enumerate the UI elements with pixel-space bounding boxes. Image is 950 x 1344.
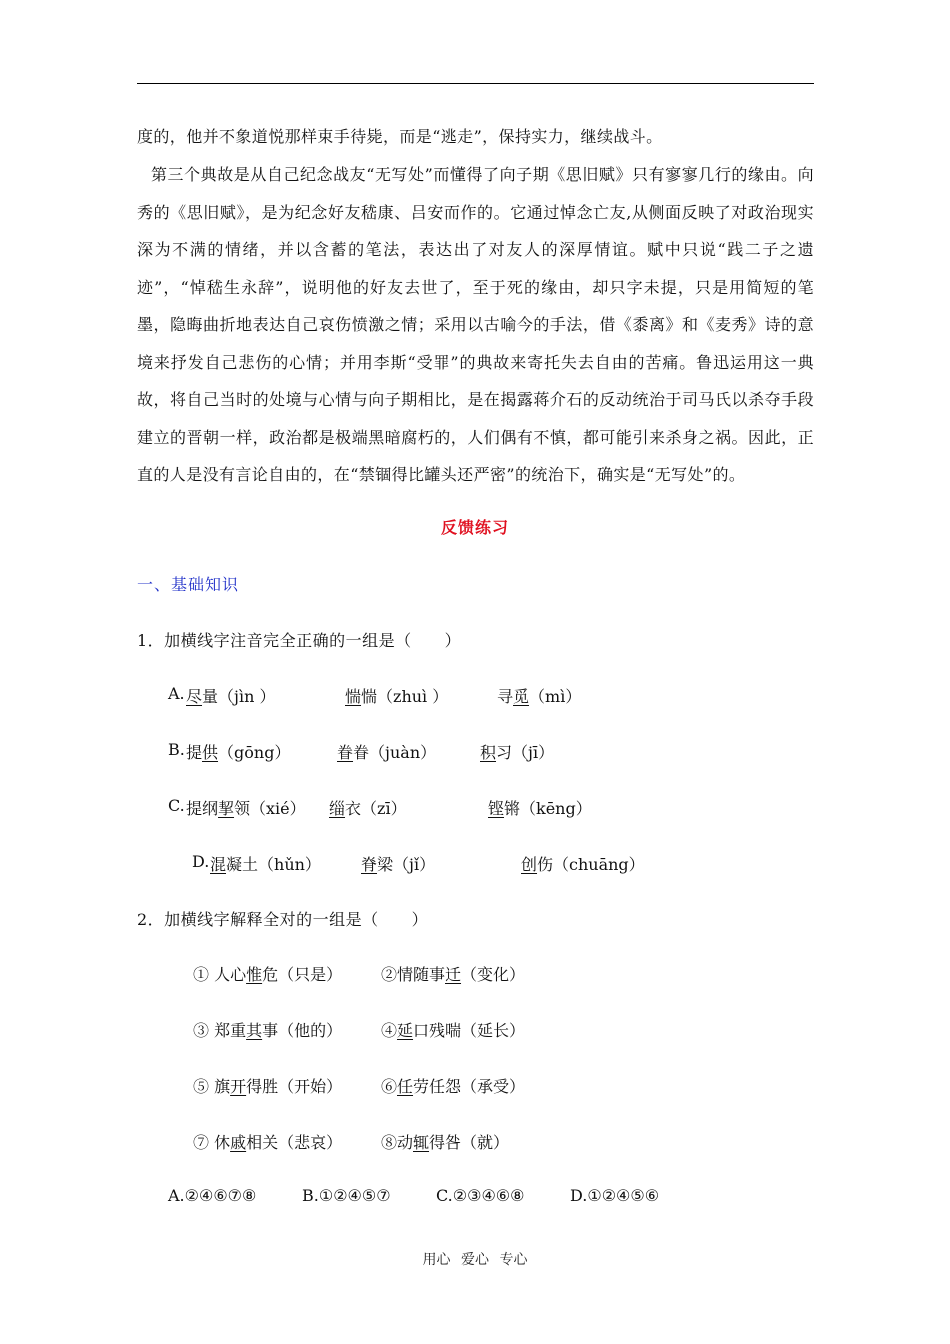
q1-option-a-word-2: 惴惴（zhuì ） xyxy=(345,687,449,706)
q1-option-c-word-2: 缁衣（zī） xyxy=(329,799,407,818)
q1-option-b-word-1: 提供（gōng） xyxy=(186,743,291,762)
header-rule xyxy=(137,83,814,84)
q2-choice-c: C.②③④⑥⑧ xyxy=(436,1186,525,1205)
q2-item-5: ⑤ 旗开得胜（开始） xyxy=(193,1077,343,1096)
section-title: 反馈练习 xyxy=(440,518,509,537)
q1-option-a-word-3: 寻觅（mì） xyxy=(497,687,582,706)
passage-paragraph-2: 第三个典故是从自己纪念战友“无写处”而懂得了向子期《思旧赋》只有寥寥几行的缘由。向秀的《思旧赋》，是为纪念好友嵇康、吕安而作的。它通过悼念亡友,从侧面反映了对政治现实深为不满的情绪，并以含蓄的笔法，表达出了对友人的深厚情谊。赋中只说“践二子之遗迹”，“悼嵇生永辞”，说明他的好友去世了，至于死的缘由，却只字未提，只是用简短的笔墨，隐晦曲折地表达自己哀伤愤激之情；采用以古喻今的手法，借《黍离》和《麦秀》诗的意境来抒发自己悲伤的心情；并用李斯“受罪”的典故来寄托失去自由的苦痛。鲁迅运用这一典故，将自己当时的处境与心情与向子期相比，是在揭露蒋介石的反动统治于司马氏以杀夺手段建立的晋朝一样，政治都是极端黑暗腐朽的，人们偶有不慎，都可能引来杀身之祸。因此，正直的人是没有言论自由的，在“禁锢得比罐头还严密”的统治下，确实是“无写处”的。 xyxy=(137,165,814,484)
question-1-stem: 1．加横线字注音完全正确的一组是（ ） xyxy=(137,631,462,650)
q1-option-c-word-3: 铿锵（kēng） xyxy=(488,799,592,818)
q1-option-b-word-2: 眷眷（juàn） xyxy=(337,743,437,762)
q1-option-d-letter: D. xyxy=(192,852,210,871)
q2-choice-d: D.①②④⑤⑥ xyxy=(570,1186,660,1205)
q1-option-b-letter: B. xyxy=(168,740,185,759)
q1-option-a-word-1: 尽量（jìn ） xyxy=(186,687,276,706)
q2-item-8: ⑧动辄得咎（就） xyxy=(381,1133,510,1152)
question-2-stem: 2．加横线字解释全对的一组是（ ） xyxy=(137,910,429,929)
q2-item-6: ⑥任劳任怨（承受） xyxy=(381,1077,526,1096)
q1-option-c-letter: C. xyxy=(168,796,185,815)
q1-option-b-word-3: 积习（jī） xyxy=(480,743,555,762)
q1-option-d-word-3: 创伤（chuāng） xyxy=(521,855,645,874)
q2-item-7: ⑦ 休戚相关（悲哀） xyxy=(193,1133,343,1152)
q2-item-1: ① 人心惟危（只是） xyxy=(193,965,343,984)
page-footer: 用心 爱心 专心 xyxy=(422,1252,528,1268)
q1-option-a-letter: A. xyxy=(168,684,185,703)
q1-option-c-word-1: 提纲挈领（xié） xyxy=(186,799,306,818)
q1-option-d-word-2: 脊梁（jǐ） xyxy=(361,855,436,874)
section-heading: 一、基础知识 xyxy=(137,575,240,594)
q2-item-2: ②情随事迁（变化） xyxy=(381,965,526,984)
q2-choice-b: B.①②④⑤⑦ xyxy=(302,1186,391,1205)
q2-item-3: ③ 郑重其事（他的） xyxy=(193,1021,343,1040)
passage-paragraph-1: 度的，他并不象道悦那样束手待毙，而是“逃走”，保持实力，继续战斗。 xyxy=(137,127,663,146)
q2-item-4: ④延口残喘（延长） xyxy=(381,1021,526,1040)
q2-choice-a: A.②④⑥⑦⑧ xyxy=(168,1186,257,1205)
q1-option-d-word-1: 混凝土（hǔn） xyxy=(210,855,321,874)
